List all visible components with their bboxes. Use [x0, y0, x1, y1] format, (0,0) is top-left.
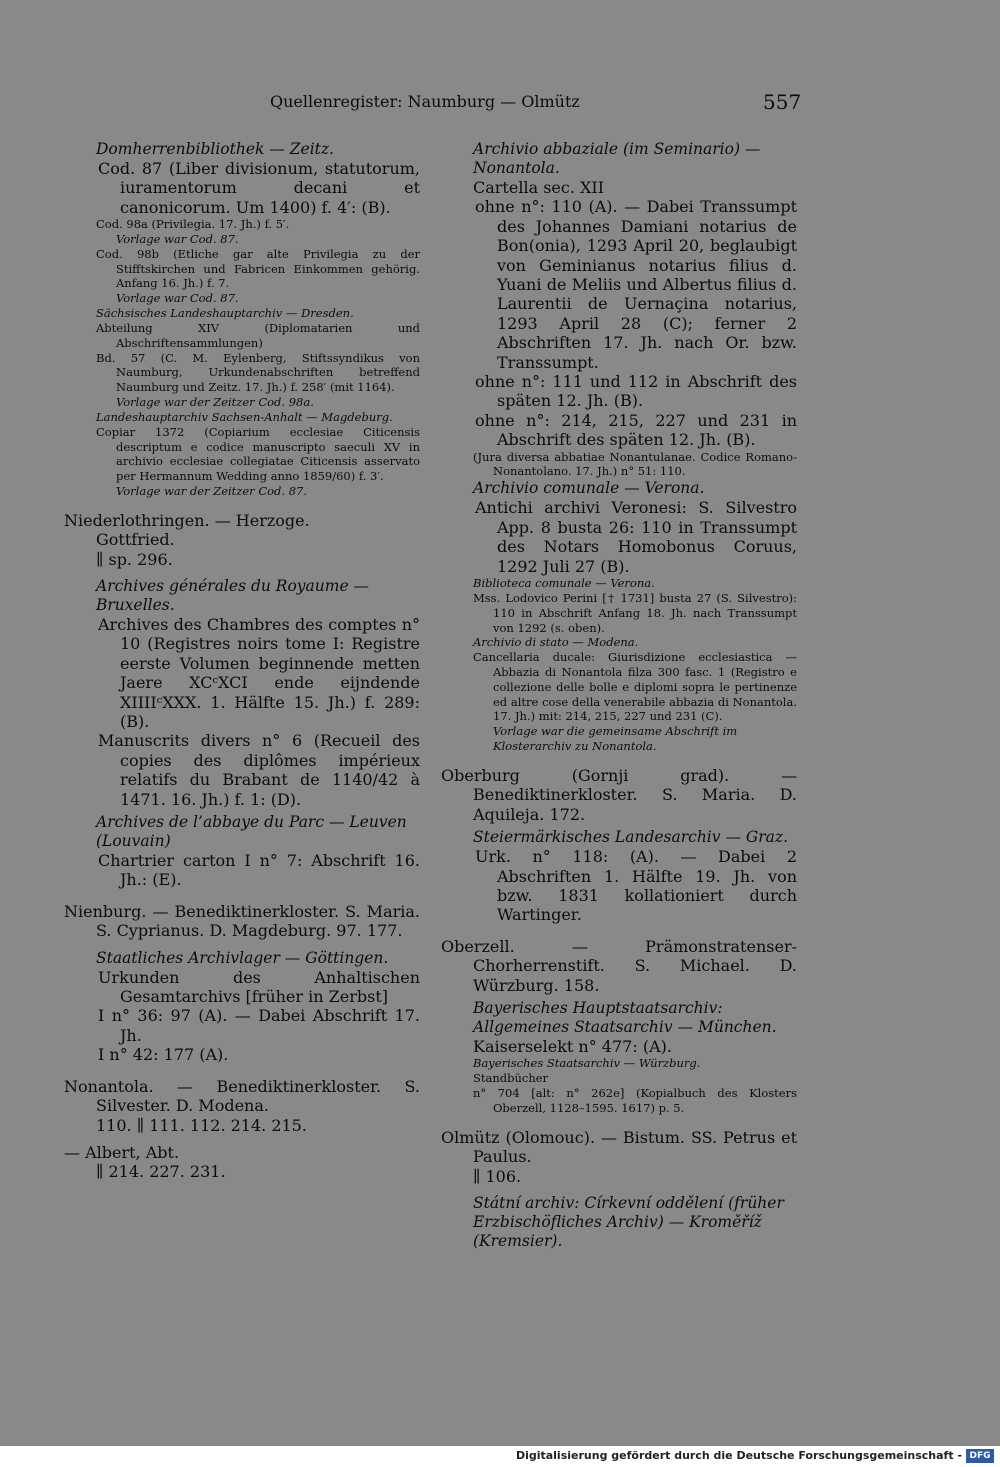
source-remark: Vorlage war die gemeinsame Abschrift im Klosterarchiv zu Nonantola. [493, 724, 738, 754]
source-note: Copiar 1372 (Copiarium ecclesiae Citicensis descriptum e codice manuscripto saeculi XV in archivio ecclesiae collegiatae Citicensis asservato per Hermannum Wedding anno 1859/60) f. 3′. [96, 424, 420, 484]
source-entry: Cod. 87 (Liber divisionum, statutorum, iuramentorum decani et canonicorum. Um 1400) f. 4′: (B). [98, 159, 420, 217]
footer-text: Digitalisierung gefördert durch die Deutsche Forschungsgemeinschaft - [515, 1449, 962, 1462]
archive-heading: Domherrenbibliothek — Zeitz. [96, 140, 334, 158]
source-note: n° 704 [alt: n° 262e] (Kopialbuch des Klosters Oberzell, 1128–1595. 1617) p. 5. [473, 1086, 797, 1115]
source-entry: ohne n°: 110 (A). — Dabei Transsumpt des Johannes Damiani notarius de Bon(onia), 1293 April 20, beglaubigt von Geminianus notarius filius d. Yuani de Meliis und Albertus filius d. Laurentii de Uernaçina notarius, 1293 April 28 (C); ferner 2 Abschriften 17. Jh. nach Or. bzw. Transsumpt. [475, 197, 797, 372]
archive-heading-small: Landeshauptarchiv Sachsen-Anhalt — Magdeburg. [96, 409, 393, 424]
spacer [64, 1135, 420, 1143]
index-subentry: Gottfried. [96, 530, 175, 550]
source-note: Cod. 98b (Etliche gar alte Privilegia zu der Stifftskirchen und Fabricen Einkommen gehörig. Anfang 16. Jh.) f. 7. [96, 246, 420, 291]
archive-heading: Archivio abbaziale (im Seminario) — Nonantola. [473, 140, 761, 177]
index-subentry: ∥ 106. [473, 1166, 522, 1186]
source-note: Mss. Lodovico Perini [† 1731] busta 27 (S. Silvestro): 110 in Abschrift Anfang 18. Jh. nach Transsumpt von 1292 (s. oben). [473, 590, 797, 635]
index-entry: Oberzell. — Prämonstratenser-Chorherrenstift. S. Michael. D. Würzburg. 158. [441, 936, 797, 995]
dfg-logo: DFG [966, 1449, 994, 1463]
archive-heading-small: Sächsisches Landeshauptarchiv — Dresden. [96, 306, 354, 320]
archive-heading: Bayerisches Hauptstaatsarchiv: Allgemeines Staatsarchiv — München. [473, 998, 777, 1036]
index-entry: Nonantola. — Benediktinerkloster. S. Silvester. D. Modena. [64, 1076, 420, 1116]
archive-heading: Archives de l’abbaye du Parc — Leuven (Louvain) [96, 813, 407, 851]
right-column [441, 140, 797, 1251]
source-entry: Archives des Chambres des comptes n° 10 (Registres noirs tome I: Registre eerste Volumen beginnende metten Jaere XCᶜXCI ende eijndende XIIIIᶜXXX. 1. Hälfte 15. Jh.) f. 289: (B). [98, 614, 420, 732]
index-entry: Oberburg (Gornji grad). — Benediktinerkloster. S. Maria. D. Aquileja. 172. [441, 765, 797, 824]
source-remark: Vorlage war der Zeitzer Cod. 87. [116, 483, 307, 498]
source-remark: Vorlage war Cod. 87. [116, 291, 239, 306]
spacer [64, 499, 420, 511]
index-entry: Nienburg. — Benediktinerkloster. S. Maria. S. Cyprianus. D. Magdeburg. 97. 177. [64, 901, 420, 941]
spacer [441, 754, 797, 766]
index-subentry: Kaiserselekt n° 477: (A). [473, 1036, 672, 1056]
source-entry: Antichi archivi Veronesi: S. Silvestro App. 8 busta 26: 110 in Transsumpt des Notars Homobonus Coruus, 1292 Juli 27 (B). [475, 498, 797, 576]
index-entry: Niederlothringen. — Herzoge. [64, 510, 310, 530]
source-note: Standbücher [473, 1071, 549, 1086]
source-entry: Urkunden des Anhaltischen Gesamtarchivs [früher in Zerbst] [98, 967, 420, 1007]
spacer [64, 890, 420, 902]
archive-heading: Státní archiv: Církevní oddělení (früher Erzbischöfliches Archiv) — Kroměříž (Kremsier). [473, 1193, 784, 1250]
index-subentry: ∥ 214. 227. 231. [96, 1162, 226, 1182]
archive-heading: Archives générales du Royaume — Bruxelles. [96, 576, 370, 614]
spacer [64, 569, 420, 577]
archive-heading: Archivio comunale — Verona. [473, 479, 705, 498]
footer-bar [0, 1446, 1000, 1467]
spacer [441, 1116, 797, 1128]
source-entry: Chartrier carton I n° 7: Abschrift 16. Jh.: (E). [98, 851, 420, 890]
spacer [441, 1186, 797, 1194]
source-remark: Vorlage war der Zeitzer Cod. 98a. [116, 394, 314, 409]
spacer [64, 941, 420, 949]
index-subentry: 110. ∥ 111. 112. 214. 215. [96, 1115, 307, 1135]
archive-heading: Steiermärkisches Landesarchiv — Graz. [473, 828, 789, 847]
archive-heading: Staatliches Archivlager — Göttingen. [96, 948, 389, 967]
running-header: Quellenregister: Naumburg — Olmütz [270, 92, 580, 111]
archive-heading-small: Bayerisches Staatsarchiv — Würzburg. [473, 1056, 701, 1071]
source-note: Abteilung XIV (Diplomatarien und Abschriftensammlungen) [96, 321, 420, 350]
source-entry: Manuscrits divers n° 6 (Recueil des copies des diplômes impérieux relatifs du Brabant de 1140/42 à 1471. 16. Jh.) f. 1: (D). [98, 731, 420, 809]
source-note: Cancellaria ducale: Giurisdizione ecclesiastica — Abbazia di Nonantola filza 300 fasc. 1 (Registro e collezione delle bolle e diplomi sopra le pertinenze ed altre cose della venerabile abbazia di Nonantola. 17. Jh.) mit: 214, 215, 227 und 231 (C). [473, 650, 797, 724]
source-remark: Vorlage war Cod. 87. [116, 232, 239, 247]
index-entry: Olmütz (Olomouc). — Bistum. SS. Petrus et Paulus. [441, 1127, 797, 1167]
spacer [64, 1065, 420, 1077]
source-note: Bd. 57 (C. M. Eylenberg, Stiftssyndikus von Naumburg, Urkundenabschriften betreffend Naumburg und Zeitz. 17. Jh.) f. 258′ (mit 1164). [96, 350, 420, 395]
source-entry: ohne n°: 214, 215, 227 und 231 in Abschrift des späten 12. Jh. (B). [475, 410, 797, 450]
source-note: Cod. 98a (Privilegia. 17. Jh.) f. 5′. [96, 217, 290, 232]
index-entry: — Albert, Abt. [64, 1142, 180, 1162]
archive-heading-small: Biblioteca comunale — Verona. [473, 575, 655, 590]
source-entry: Urk. n° 118: (A). — Dabei 2 Abschriften 1. Hälfte 19. Jh. von bzw. 1831 kollationiert durch Wartinger. [475, 847, 797, 925]
index-subentry: ∥ sp. 296. [96, 549, 173, 569]
source-note: (Jura diversa abbatiae Nonantulanae. Codice Romano-Nonantolano. 17. Jh.) n° 51: 110. [473, 449, 797, 479]
source-entry: I n° 42: 177 (A). [98, 1045, 229, 1065]
index-subentry: Cartella sec. XII [473, 178, 605, 197]
page-number: 557 [763, 90, 802, 114]
source-entry: I n° 36: 97 (A). — Dabei Abschrift 17. Jh. [98, 1006, 420, 1045]
archive-heading-small: Archivio di stato — Modena. [473, 635, 639, 650]
left-column [64, 140, 420, 1182]
spacer [441, 925, 797, 937]
source-entry: ohne n°: 111 und 112 in Abschrift des späten 12. Jh. (B). [475, 372, 797, 411]
